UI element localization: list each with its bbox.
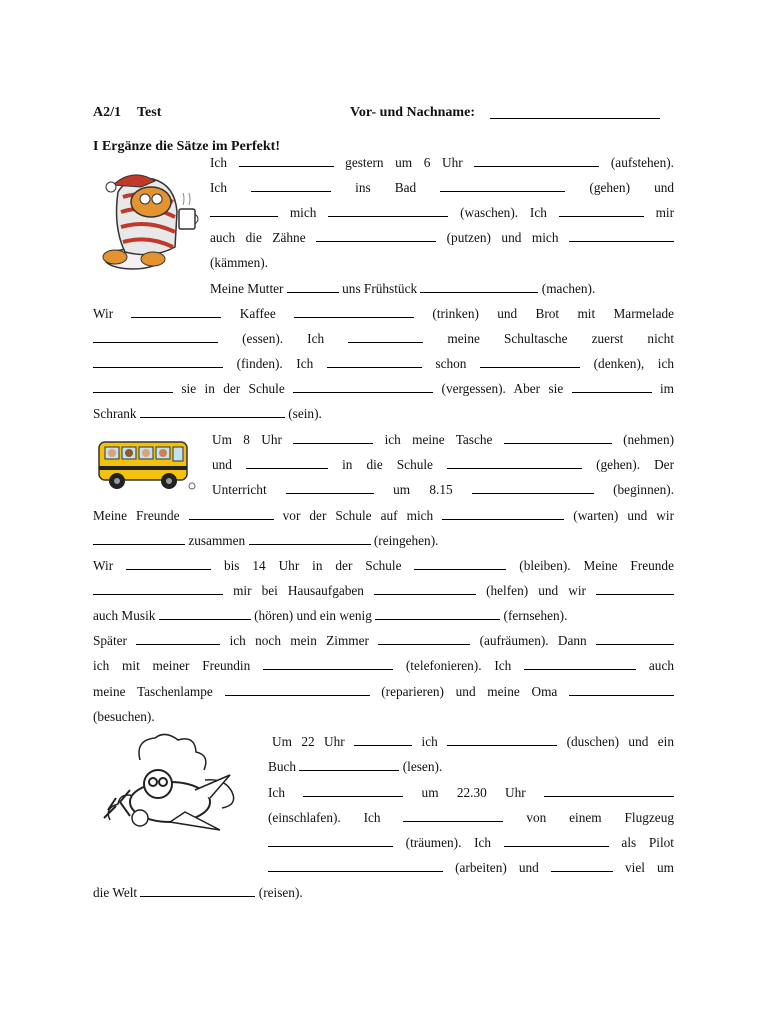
answer-blank[interactable] (249, 533, 371, 545)
answer-blank[interactable] (136, 633, 220, 645)
answer-blank[interactable] (551, 860, 613, 872)
text-line: Meine Freunde vor der Schule auf mich (warten) und wir (93, 508, 675, 523)
name-label: Vor- und Nachname: (350, 105, 475, 120)
answer-blank[interactable] (569, 684, 674, 696)
answer-blank[interactable] (440, 180, 565, 192)
answer-blank[interactable] (293, 432, 373, 444)
text-line: Ich um 22.30 Uhr (268, 785, 674, 801)
text-line: Schrank (sein). (93, 406, 322, 421)
answer-blank[interactable] (303, 785, 403, 797)
text-line: Buch (lesen). (268, 759, 443, 774)
answer-blank[interactable] (524, 658, 636, 670)
text-line: mich (waschen). Ich mir (210, 205, 674, 221)
text-line: Meine Mutter uns Frühstück (machen). (210, 281, 596, 296)
answer-blank[interactable] (93, 331, 218, 343)
answer-blank[interactable] (348, 331, 423, 343)
answer-blank[interactable] (316, 230, 436, 242)
answer-blank[interactable] (504, 432, 612, 444)
answer-blank[interactable] (246, 457, 328, 469)
text-line: (träumen). Ich als Pilot (268, 835, 674, 851)
text-line: (kämmen). (210, 255, 268, 270)
text-line: (besuchen). (93, 709, 155, 724)
text-line: Später ich noch mein Zimmer (aufräumen). Dann (93, 633, 674, 649)
answer-blank[interactable] (420, 281, 538, 293)
text-line: Wir Kaffee (trinken) und Brot mit Marmelade (93, 306, 675, 321)
answer-blank[interactable] (327, 356, 422, 368)
answer-blank[interactable] (239, 155, 334, 167)
answer-blank[interactable] (596, 583, 674, 595)
answer-blank[interactable] (447, 457, 582, 469)
answer-blank[interactable] (140, 406, 285, 418)
text-line: meine Taschenlampe (reparieren) und meine Oma (93, 684, 674, 700)
answer-blank[interactable] (225, 684, 370, 696)
answer-blank[interactable] (328, 205, 448, 217)
answer-blank[interactable] (294, 306, 414, 318)
answer-blank[interactable] (374, 583, 476, 595)
text-line: sie in der Schule (vergessen). Aber sie im (93, 381, 674, 397)
answer-blank[interactable] (544, 785, 674, 797)
text-line: Unterricht um 8.15 (beginnen). (212, 482, 675, 497)
text-line: und in die Schule (gehen). Der (212, 457, 675, 472)
text-line: (einschlafen). Ich von einem Flugzeug (268, 810, 674, 825)
answer-blank[interactable] (504, 835, 609, 847)
text-line: auch Musik (hören) und ein wenig (fernsehen). (93, 608, 568, 623)
answer-blank[interactable] (126, 558, 211, 570)
answer-blank[interactable] (131, 306, 221, 318)
text-line: ich mit meiner Freundin (telefonieren). Ich auch (93, 658, 675, 673)
answer-blank[interactable] (480, 356, 580, 368)
answer-blank[interactable] (375, 608, 500, 620)
answer-blank[interactable] (159, 608, 251, 620)
test-level: A2/1 (93, 105, 121, 120)
answer-blank[interactable] (559, 205, 644, 217)
text-line: mir bei Hausaufgaben (helfen) und wir (93, 583, 674, 599)
text-line: Um 22 Uhr ich (duschen) und ein (272, 734, 675, 749)
answer-blank[interactable] (189, 508, 274, 520)
answer-blank[interactable] (93, 583, 223, 595)
answer-blank[interactable] (287, 281, 339, 293)
text-line: Um 8 Uhr ich meine Tasche (nehmen) (212, 432, 675, 447)
answer-blank[interactable] (93, 356, 223, 368)
text-line: zusammen (reingehen). (93, 533, 438, 549)
answer-blank[interactable] (286, 482, 374, 494)
text-line: Wir bis 14 Uhr in der Schule (bleiben). Meine Freunde (93, 558, 674, 573)
task-title: I Ergänze die Sätze im Perfekt! (93, 139, 280, 154)
answer-blank[interactable] (263, 658, 393, 670)
text-line: (arbeiten) und viel um (268, 860, 674, 876)
answer-blank[interactable] (569, 230, 674, 242)
answer-blank[interactable] (442, 508, 564, 520)
answer-blank[interactable] (414, 558, 506, 570)
text-line: auch die Zähne (putzen) und mich (210, 230, 674, 246)
answer-blank[interactable] (299, 759, 399, 771)
school-bus-image (95, 434, 197, 494)
answer-blank[interactable] (474, 155, 599, 167)
answer-blank[interactable] (472, 482, 594, 494)
text-line: Ich ins Bad (gehen) und (210, 180, 675, 195)
text-line: (essen). Ich meine Schultasche zuerst nicht (93, 331, 674, 347)
answer-blank[interactable] (93, 381, 173, 393)
answer-blank[interactable] (140, 885, 255, 897)
test-label: Test (137, 105, 162, 120)
answer-blank[interactable] (251, 180, 331, 192)
name-field[interactable] (490, 118, 660, 119)
answer-blank[interactable] (403, 810, 503, 822)
answer-blank[interactable] (596, 633, 674, 645)
answer-blank[interactable] (268, 860, 443, 872)
text-line: Ich gestern um 6 Uhr (aufstehen). (210, 155, 674, 170)
text-line: (finden). Ich schon (denken), ich (93, 356, 674, 372)
answer-blank[interactable] (572, 381, 652, 393)
answer-blank[interactable] (210, 205, 278, 217)
text-line: die Welt (reisen). (93, 885, 303, 900)
answer-blank[interactable] (378, 633, 470, 645)
cat-pilot-airplane-image (100, 730, 240, 840)
cat-in-pajamas-image (93, 167, 203, 275)
answer-blank[interactable] (447, 734, 557, 746)
answer-blank[interactable] (293, 381, 433, 393)
answer-blank[interactable] (354, 734, 412, 746)
answer-blank[interactable] (93, 533, 185, 545)
answer-blank[interactable] (268, 835, 393, 847)
